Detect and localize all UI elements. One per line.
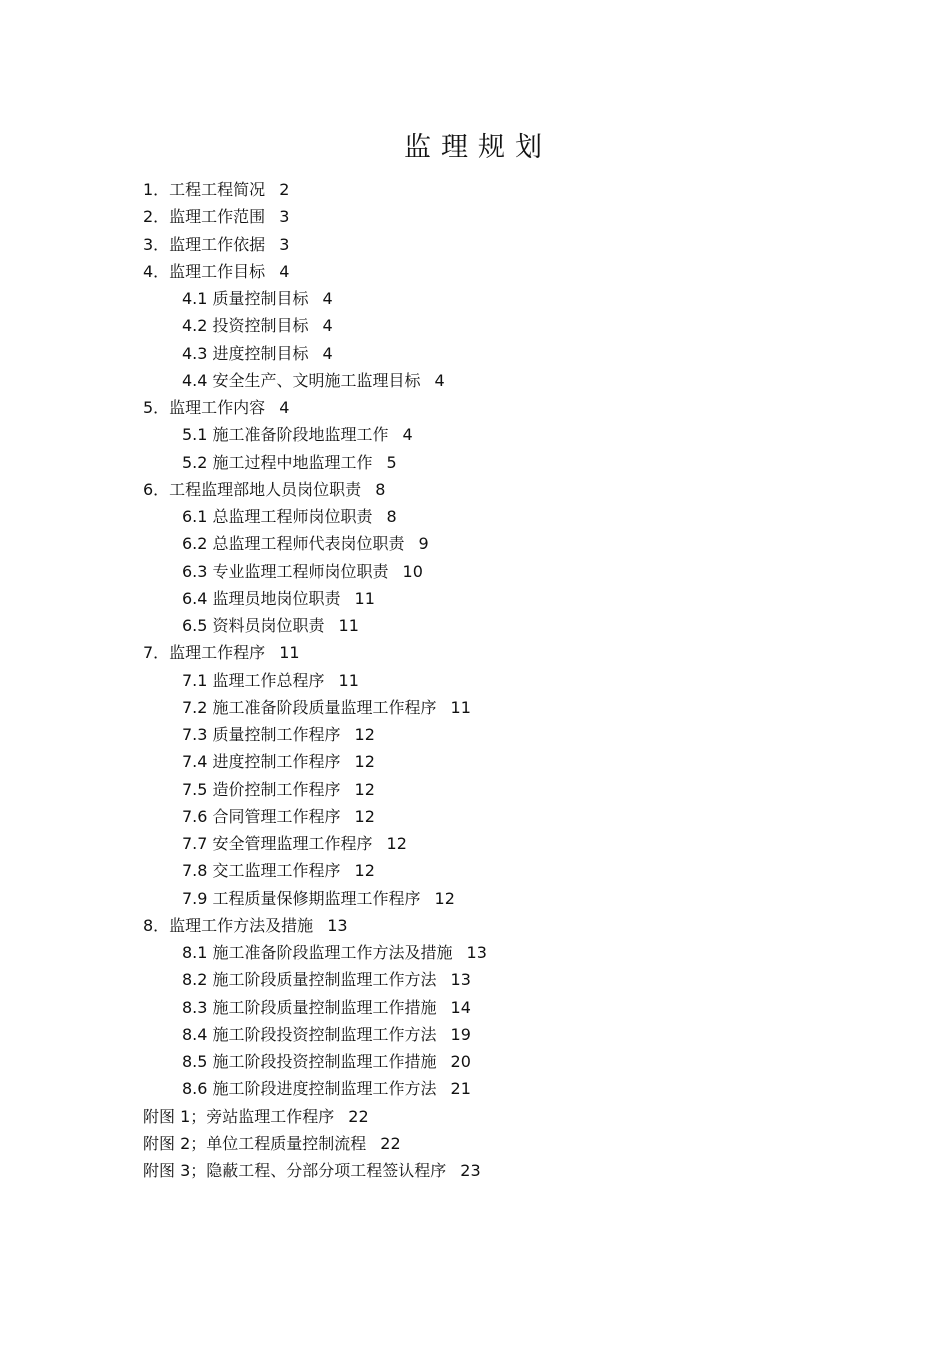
toc-entry-page-number: 21 — [450, 1079, 471, 1099]
toc-entry-page-number: 22 — [348, 1106, 369, 1126]
toc-entry-page-number: 11 — [450, 697, 471, 717]
toc-entry-title: 6.5 资料员岗位职责 — [182, 616, 325, 635]
toc-entry-page-number: 11 — [279, 643, 300, 663]
toc-entry-page-number: 8 — [386, 507, 397, 526]
toc-entry-page-number: 11 — [338, 670, 359, 690]
toc-entry-title: 4.1 质量控制目标 — [182, 289, 309, 308]
toc-entry-title: 附图 1；旁站监理工作程序 — [143, 1106, 335, 1126]
toc-entry-page-number: 13 — [466, 943, 487, 962]
toc-entry-page-number: 20 — [450, 1052, 471, 1071]
toc-entry — [143, 203, 843, 230]
toc-entry-title: 6．工程监理部地人员岗位职责 — [143, 479, 362, 499]
toc-entry-page-number: 4 — [402, 425, 413, 445]
toc-entry — [143, 912, 843, 939]
toc-entry — [143, 966, 843, 993]
toc-entry — [143, 667, 843, 694]
toc-entry-title: 1．工程工程简况 — [143, 180, 266, 199]
toc-entry-page-number: 9 — [418, 534, 429, 554]
toc-entry — [143, 340, 843, 367]
toc-entry-title: 5．监理工作内容 — [143, 398, 266, 417]
toc-entry — [143, 449, 843, 476]
toc-entry — [143, 1075, 843, 1102]
toc-entry-page-number: 22 — [380, 1133, 401, 1153]
toc-entry-page-number: 12 — [434, 888, 455, 908]
toc-entry-title: 附图 3；隐蔽工程、分部分项工程签认程序 — [143, 1161, 447, 1180]
toc-entry-page-number: 4 — [322, 316, 333, 336]
toc-entry-title: 6.2 总监理工程师代表岗位职责 — [182, 534, 405, 554]
toc-entry-page-number: 13 — [327, 915, 348, 935]
toc-entry — [143, 776, 843, 803]
toc-entry-title: 3．监理工作依据 — [143, 234, 266, 254]
toc-entry — [143, 421, 843, 448]
toc-entry-title: 5.1 施工准备阶段地监理工作 — [182, 425, 389, 445]
toc-entry-title: 7.8 交工监理工作程序 — [182, 861, 341, 881]
toc-entry — [143, 748, 843, 775]
toc-entry — [143, 476, 843, 503]
toc-entry — [143, 176, 843, 203]
toc-entry — [143, 885, 843, 912]
toc-entry-title: 4.3 进度控制目标 — [182, 343, 309, 363]
toc-entry — [143, 1021, 843, 1048]
toc-entry-page-number: 11 — [338, 616, 359, 635]
toc-entry — [143, 530, 843, 557]
toc-entry — [143, 394, 843, 421]
toc-entry-page-number: 4 — [279, 261, 290, 281]
toc-entry-page-number: 12 — [354, 725, 375, 744]
toc-entry — [143, 503, 843, 530]
toc-entry-page-number: 10 — [402, 561, 423, 581]
toc-entry-title: 8.2 施工阶段质量控制监理工作方法 — [182, 970, 437, 990]
toc-entry-title: 7.5 造价控制工作程序 — [182, 779, 341, 799]
toc-entry-title: 7.4 进度控制工作程序 — [182, 752, 341, 772]
toc-entry-title: 7．监理工作程序 — [143, 643, 266, 663]
toc-entry — [143, 312, 843, 339]
toc-entry — [143, 558, 843, 585]
toc-entry-title: 附图 2；单位工程质量控制流程 — [143, 1133, 367, 1153]
toc-entry-title: 7.7 安全管理监理工作程序 — [182, 834, 373, 853]
toc-entry — [143, 585, 843, 612]
toc-entry-title: 6.4 监理员地岗位职责 — [182, 588, 341, 608]
toc-entry — [143, 285, 843, 312]
toc-entry-title: 7.3 质量控制工作程序 — [182, 725, 341, 744]
toc-entry-page-number: 4 — [322, 289, 333, 308]
toc-entry-page-number: 19 — [450, 1024, 471, 1044]
toc-entry-page-number: 14 — [450, 997, 471, 1017]
toc-entry — [143, 1157, 843, 1184]
page-title: 监理规划 — [404, 132, 552, 163]
toc-entry-page-number: 3 — [279, 234, 290, 254]
toc-entry-page-number: 12 — [354, 806, 375, 826]
toc-entry — [143, 694, 843, 721]
toc-entry-title: 6.1 总监理工程师岗位职责 — [182, 507, 373, 526]
toc-entry — [143, 721, 843, 748]
toc-entry — [143, 830, 843, 857]
toc-entry-page-number: 8 — [375, 479, 386, 499]
toc-entry-title: 8.6 施工阶段进度控制监理工作方法 — [182, 1079, 437, 1099]
toc-entry — [143, 803, 843, 830]
toc-entry-title: 7.1 监理工作总程序 — [182, 670, 325, 690]
toc-entry-page-number: 12 — [386, 834, 407, 853]
toc-entry-page-number: 4 — [279, 398, 290, 417]
table-of-contents — [143, 176, 843, 1184]
toc-entry — [143, 994, 843, 1021]
toc-entry-title: 5.2 施工过程中地监理工作 — [182, 452, 373, 472]
toc-entry — [143, 612, 843, 639]
toc-entry-page-number: 11 — [354, 588, 375, 608]
toc-entry-page-number: 4 — [434, 370, 445, 390]
toc-entry — [143, 1130, 843, 1157]
toc-entry — [143, 939, 843, 966]
toc-entry-title: 8.4 施工阶段投资控制监理工作方法 — [182, 1024, 437, 1044]
toc-entry — [143, 857, 843, 884]
toc-entry-page-number: 23 — [460, 1161, 481, 1180]
toc-entry-title: 4.4 安全生产、文明施工监理目标 — [182, 370, 421, 390]
toc-entry-title: 8．监理工作方法及措施 — [143, 915, 314, 935]
toc-entry-page-number: 12 — [354, 779, 375, 799]
toc-entry-title: 8.3 施工阶段质量控制监理工作措施 — [182, 997, 437, 1017]
toc-entry-page-number: 12 — [354, 861, 375, 881]
toc-entry — [143, 1048, 843, 1075]
toc-entry-page-number: 12 — [354, 752, 375, 772]
toc-entry — [143, 231, 843, 258]
toc-entry — [143, 639, 843, 666]
toc-entry-page-number: 5 — [386, 452, 397, 472]
toc-entry — [143, 367, 843, 394]
toc-entry-title: 2．监理工作范围 — [143, 207, 266, 227]
toc-entry-page-number: 3 — [279, 207, 290, 227]
toc-entry-title: 7.2 施工准备阶段质量监理工作程序 — [182, 697, 437, 717]
toc-entry-title: 8.5 施工阶段投资控制监理工作措施 — [182, 1052, 437, 1071]
toc-entry-title: 6.3 专业监理工程师岗位职责 — [182, 561, 389, 581]
toc-entry — [143, 258, 843, 285]
toc-entry-page-number: 4 — [322, 343, 333, 363]
toc-entry — [143, 1103, 843, 1130]
toc-entry-page-number: 13 — [450, 970, 471, 990]
toc-entry-title: 7.6 合同管理工作程序 — [182, 806, 341, 826]
toc-entry-title: 4．监理工作目标 — [143, 261, 266, 281]
toc-entry-title: 7.9 工程质量保修期监理工作程序 — [182, 888, 421, 908]
toc-entry-page-number: 2 — [279, 180, 290, 199]
toc-entry-title: 4.2 投资控制目标 — [182, 316, 309, 336]
toc-entry-title: 8.1 施工准备阶段监理工作方法及措施 — [182, 943, 453, 962]
